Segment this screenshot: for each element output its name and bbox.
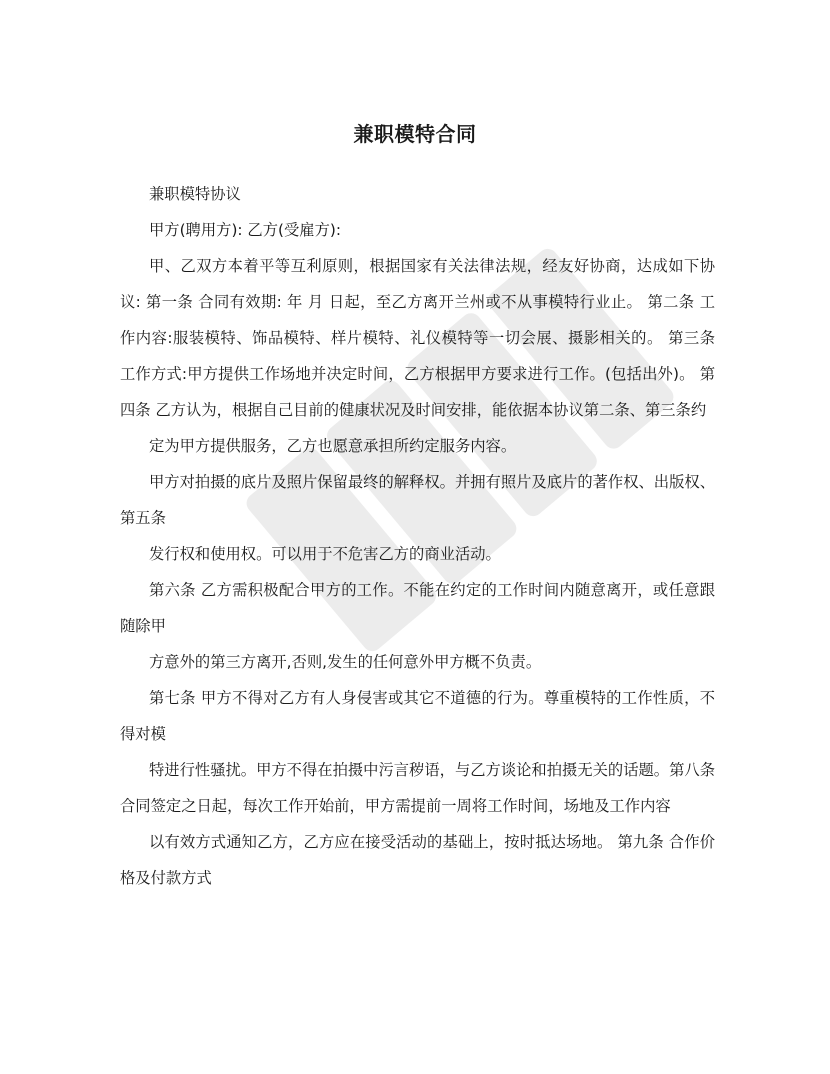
paragraph: 以有效方式通知乙方，乙方应在接受活动的基础上，按时抵达场地。 第九条 合作价格及付款方式	[120, 833, 715, 887]
paragraph: 兼职模特协议	[149, 185, 241, 203]
paragraph: 甲方(聘用方): 乙方(受雇方):	[149, 221, 342, 239]
paragraph: 定为甲方提供服务，乙方也愿意承担所约定服务内容。	[149, 437, 517, 455]
document-title: 兼职模特合同	[353, 122, 477, 146]
paragraph: 第六条 乙方需积极配合甲方的工作。不能在约定的工作时间内随意离开，或任意跟随除甲	[120, 581, 715, 635]
paragraph: 特进行性骚扰。甲方不得在拍摄中污言秽语，与乙方谈论和拍摄无关的话题。第八条 合同签定之日起，每次工作开始前，甲方需提前一周将工作时间，场地及工作内容	[120, 761, 715, 815]
paragraph: 甲方对拍摄的底片及照片保留最终的解释权。并拥有照片及底片的著作权、出版权、第五条	[120, 473, 715, 527]
paragraph: 甲、乙双方本着平等互利原则，根据国家有关法律法规，经友好协商，达成如下协议: 第一条 合同有效期: 年 月 日起，至乙方离开兰州或不从事模特行业止。 第二条 工作内容:服装模特、饰品模特、样片模特、礼仪模特等一切会展、摄影相关的。 第三条 工作方式:甲方提供工作场地并决定时间，乙方根据甲方要求进行工作。(包括出外)。 第四条 乙方认为，根据自己目前的健康状况及时间安排，能依据本协议第二条、第三条约	[120, 257, 715, 419]
document-body	[120, 176, 715, 896]
paragraph: 发行权和使用权。可以用于不危害乙方的商业活动。	[149, 545, 501, 563]
paragraph: 第七条 甲方不得对乙方有人身侵害或其它不道德的行为。尊重模特的工作性质，不得对模	[120, 689, 715, 743]
paragraph: 方意外的第三方离开,否则,发生的任何意外甲方概不负责。	[149, 653, 542, 671]
